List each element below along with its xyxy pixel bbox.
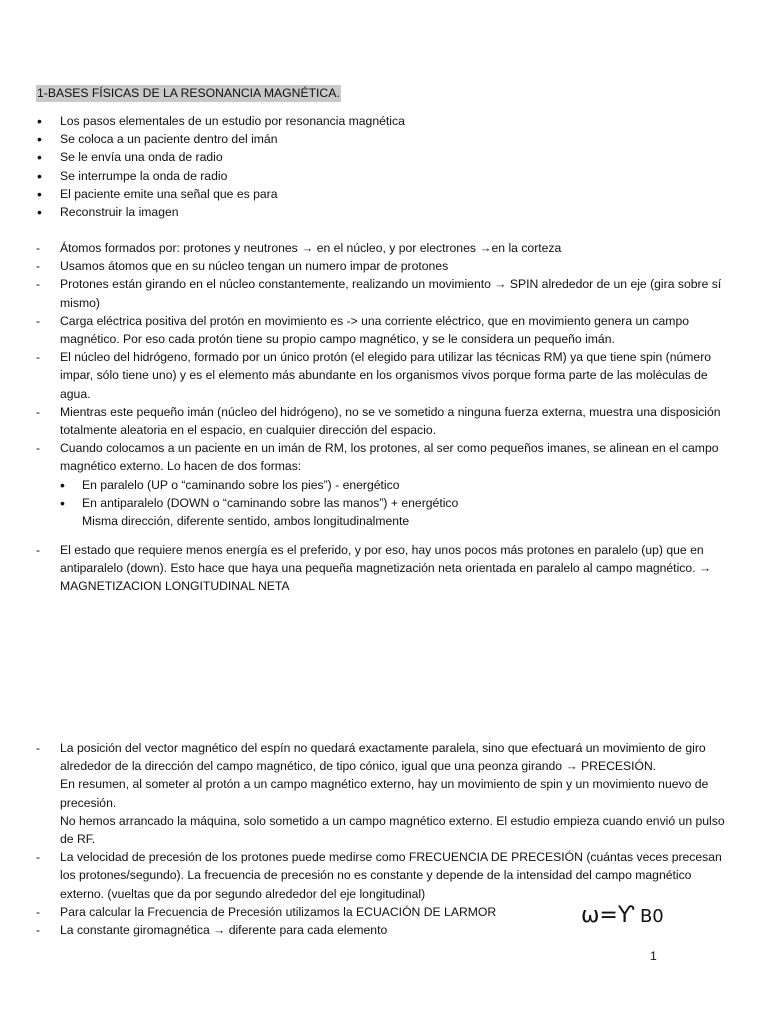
formula-b0: B0 bbox=[634, 906, 664, 927]
list-item: - Átomos formados por: protones y neutrones → en el núcleo, y por electrones →en la corteza bbox=[36, 239, 732, 257]
page-number: 1 bbox=[650, 949, 657, 963]
list-item: • Se le envía una onda de radio bbox=[36, 148, 736, 166]
list-item: - Carga eléctrica positiva del protón en movimiento es -> una corriente eléctrico, que en movimiento genera un campo magnético. Por eso cada protón tiene su propio campo magnético, y se le considera un pequeño imán. bbox=[36, 312, 732, 348]
list-item: • Reconstruir la imagen bbox=[36, 203, 736, 221]
list-item: - El estado que requiere menos energía es el preferido, y por eso, hay unos pocos más protones en paralelo (up) que en antiparalelo (down). Esto hace que haya una pequeña magnetización neta orientada en paralelo al campo magnético. → MAGNETIZACION LONGITUDINAL NETA bbox=[36, 541, 732, 596]
list-item: • Se interrumpe la onda de radio bbox=[36, 167, 736, 185]
list-item bbox=[36, 739, 732, 848]
sub-note: Misma dirección, diferente sentido, ambos longitudinalmente bbox=[82, 514, 410, 529]
list-item: - Usamos átomos que en su núcleo tengan un numero impar de protones bbox=[36, 257, 732, 275]
list-item: - Para calcular la Frecuencia de Precesión utilizamos la ECUACIÓN DE LARMOR bbox=[36, 903, 732, 921]
physics-section bbox=[36, 239, 732, 530]
alignment-sublist bbox=[36, 476, 732, 512]
item-text: No hemos arrancado la máquina, solo sometido a un campo magnético externo. El estudio empieza cuando envió un pulso de RF. bbox=[60, 813, 725, 847]
list-item: - Mientras este pequeño imán (núcleo del hidrógeno), no se ve sometido a ninguna fuerza externa, muestra una disposición totalmente aleatoria en el espacio, en cualquier dirección del espacio. bbox=[36, 403, 732, 439]
magnetization-section bbox=[36, 541, 732, 596]
sub-list-item: • En paralelo (UP o “caminando sobre los pies”) - energético bbox=[36, 476, 732, 494]
list-item: - Cuando colocamos a un paciente en un imán de RM, los protones, al ser como pequeños imanes, se alinean en el campo magnético externo. Lo hacen de dos formas: bbox=[36, 439, 732, 475]
list-item: - Protones están girando en el núcleo constantemente, realizando un movimiento → SPIN alrededor de un eje (gira sobre sí mismo) bbox=[36, 275, 732, 311]
sub-list-item: • En antiparalelo (DOWN o “caminando sobre las manos”) + energético bbox=[36, 494, 732, 512]
list-item: - La constante giromagnética → diferente para cada elemento bbox=[36, 921, 732, 939]
steps-list bbox=[36, 112, 736, 221]
section-title: 1-BASES FÍSICAS DE LA RESONANCIA MAGNÉTICA. bbox=[37, 86, 340, 100]
list-item: • Se coloca a un paciente dentro del imán bbox=[36, 130, 736, 148]
formula-main: ω=Ƴ bbox=[581, 903, 635, 928]
list-item: • Los pasos elementales de un estudio por resonancia magnética bbox=[36, 112, 736, 130]
list-item: - La velocidad de precesión de los protones puede medirse como FRECUENCIA DE PRECESIÓN (cuántas veces precesan los protones/segundo). La frecuencia de precesión no es constante y depende de la intensidad del campo magnético externo. (vueltas que da por segundo alrededor del eje longitudinal) bbox=[36, 848, 732, 903]
list-item: - El núcleo del hidrógeno, formado por un único protón (el elegido para utilizar las técnicas RM) ya que tiene spin (número impar, sólo tiene uno) y es el elemento más abundante en los organismos vivos porque forma parte de las moléculas de agua. bbox=[36, 348, 732, 403]
list-item: • El paciente emite una señal que es para bbox=[36, 185, 736, 203]
item-text: En resumen, al someter al protón a un campo magnético externo, hay un movimiento de spin y un movimiento nuevo de precesión. bbox=[60, 777, 709, 810]
item-text: La posición del vector magnético del espín no quedará exactamente paralela, sino que efectuará un movimiento de giro alrededor de la dirección del campo magnético, de tipo cónico, igual que una peonza girando → PRECESIÓN. bbox=[60, 741, 706, 774]
larmor-formula bbox=[581, 903, 664, 930]
